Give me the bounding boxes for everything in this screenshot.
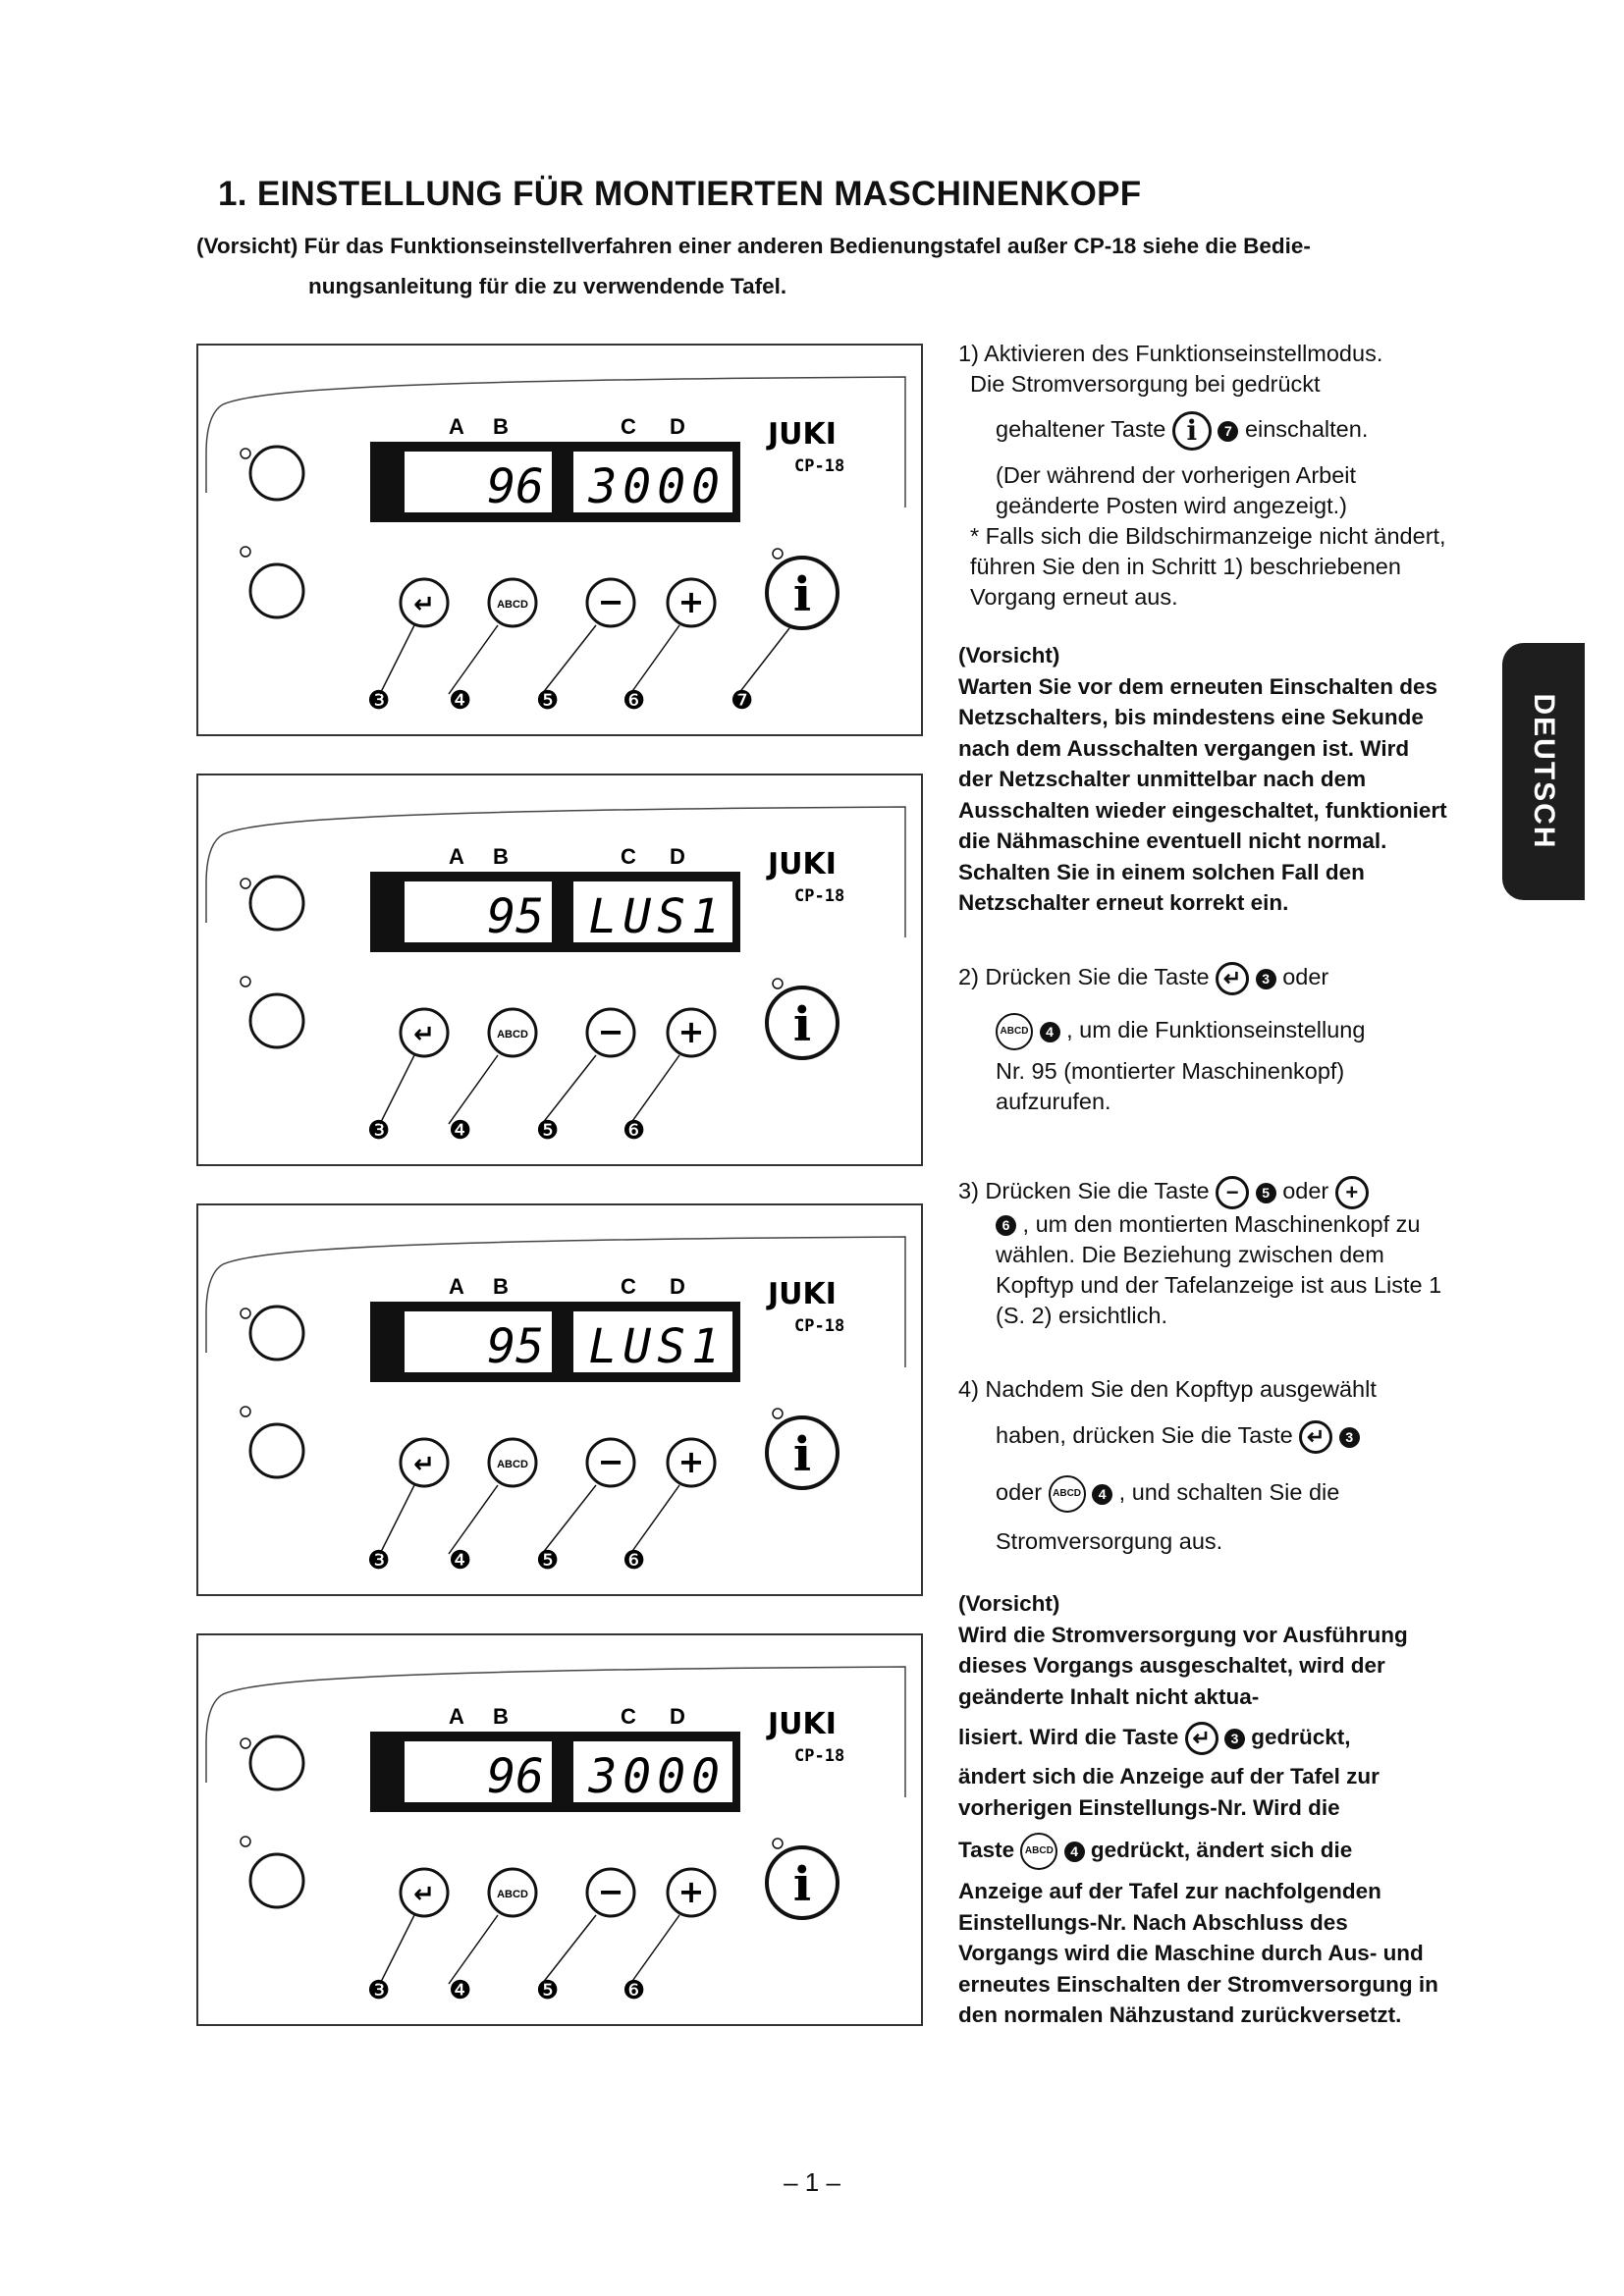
info-icon: i [792,997,812,1052]
callout-4: ❹ [449,686,472,716]
label-a: A [449,1704,464,1729]
minus-icon: − [597,1443,624,1480]
model-label: CP-18 [794,1316,845,1336]
language-tab [1502,643,1585,900]
step1-line4: (Der während der vorherigen Arbeit geänderte Posten wird angezeigt.) [996,462,1357,518]
enter-icon: ↵ [1185,1722,1218,1755]
abcd-icon: ABCD [497,1459,528,1470]
callout-5: ❺ [536,1976,560,2005]
plus-icon: + [677,1013,705,1050]
step4-block [958,1374,1449,1557]
step2-a: 2) Drücken Sie die Taste [958,964,1210,990]
step3-a: 3) Drücken Sie die Taste [958,1178,1210,1204]
callout-5: ❺ [536,686,560,716]
ab-cd-button[interactable] [250,1736,303,1789]
abc-button[interactable] [250,994,303,1047]
info-icon: i [792,1427,812,1482]
info-icon: i [1172,411,1212,451]
label-b: B [493,1704,509,1729]
step4-b: haben, drücken Sie die Taste [996,1422,1293,1449]
caution2-p4a: Taste [958,1838,1015,1862]
callout-4-icon: 4 [1040,1022,1060,1042]
control-panel-4 [196,1633,923,2026]
caution2-p2a: lisiert. Wird die Taste [958,1725,1179,1749]
enter-icon: ↵ [1216,962,1249,995]
callout-4: ❹ [449,1546,472,1575]
minus-icon: − [597,583,624,620]
right-display-value: LUS1 [588,889,726,944]
step4-a: 4) Nachdem Sie den Kopftyp ausgewählt [958,1376,1377,1402]
step3-b: oder [1282,1178,1329,1204]
callout-4-icon: 4 [1092,1484,1112,1505]
callout-3: ❸ [367,1116,391,1146]
ab-cd-button[interactable] [250,447,303,500]
plus-icon: + [677,1443,705,1480]
step2-d: Nr. 95 (montierter Maschinenkopf) aufzurufen. [996,1058,1345,1114]
caution2-p5: Anzeige auf der Tafel zur nachfolgenden Einstellungs-Nr. Nach Abschluss des Vorgangs wird die Maschine durch Aus- und erneutes Einschalten der Stromversorgung in den normalen Nähzustand zurückversetzt. [958,1879,1438,2028]
abcd-icon: ABCD [497,1029,528,1041]
step3-block [958,1176,1449,1331]
callout-3-icon: 3 [1339,1427,1360,1448]
right-display-value: 3000 [588,459,726,514]
enter-icon: ↵ [413,1450,435,1479]
abcd-icon: ABCD [497,599,528,611]
callout-6: ❻ [623,686,646,716]
callout-3-icon: 3 [1224,1729,1245,1749]
step1-line3a: gehaltener Taste [996,416,1166,443]
juki-logo: JUKI [768,417,837,452]
step4-d: , und schalten Sie die [1118,1479,1340,1506]
caution2-p1: Wird die Stromversorgung vor Ausführung dieses Vorgangs ausgeschaltet, wird der geänderte Inhalt nicht aktua- [958,1622,1408,1709]
caution2-block [958,1588,1449,2031]
page-number: – 1 – [784,2167,840,2197]
plus-icon: + [677,583,705,620]
label-d: D [670,844,685,869]
control-panel-2 [196,774,923,1166]
control-panel-3 [196,1203,923,1596]
page-title: 1. EINSTELLUNG FÜR MONTIERTEN MASCHINENKOPF [218,175,1142,213]
enter-icon: ↵ [413,1880,435,1909]
callout-3-icon: 3 [1256,969,1276,989]
left-display-value: 96 [487,1749,544,1804]
label-c: C [621,1274,636,1299]
callout-3: ❸ [367,1546,391,1575]
callout-6: ❻ [623,1976,646,2005]
info-icon: i [792,567,812,622]
control-panel-1 [196,344,923,736]
label-b: B [493,1274,509,1299]
abcd-icon: ABCD [1020,1833,1057,1870]
model-label: CP-18 [794,1746,845,1766]
caution1-block [958,640,1449,919]
step4-e: Stromversorgung aus. [996,1528,1223,1554]
abc-button[interactable] [250,1424,303,1477]
left-display-value: 95 [487,1319,544,1374]
callout-4-icon: 4 [1064,1842,1085,1862]
plus-icon: + [1335,1176,1369,1209]
abcd-icon: ABCD [1049,1475,1086,1513]
callout-6: ❻ [623,1116,646,1146]
step1-line3 [958,411,1449,451]
callout-7-icon: 7 [1218,421,1238,442]
minus-icon: − [597,1013,624,1050]
caution-header [196,226,1463,306]
caution-header-line1: (Vorsicht) Für das Funktionseinstellverfahren einer anderen Bedienungstafel außer CP-18 siehe die Bedie- [196,234,1311,258]
callout-5: ❺ [536,1546,560,1575]
step3-c: , um den montierten Maschinenkopf zu wählen. Die Beziehung zwischen dem Kopftyp und der Tafelanzeige ist aus Liste 1 (S. 2) ersichtlich. [996,1211,1442,1328]
enter-icon: ↵ [413,1020,435,1049]
label-a: A [449,1274,464,1299]
callout-7: ❼ [731,686,754,716]
callout-6: ❻ [623,1546,646,1575]
step1-line2: Die Stromversorgung bei gedrückt [970,371,1321,397]
label-d: D [670,414,685,439]
label-c: C [621,844,636,869]
right-display-value: LUS1 [588,1319,726,1374]
abc-button[interactable] [250,1854,303,1907]
abcd-icon: ABCD [996,1013,1033,1050]
callout-4: ❹ [449,1116,472,1146]
enter-icon: ↵ [1299,1420,1332,1454]
right-display-value: 3000 [588,1749,726,1804]
juki-logo: JUKI [768,1707,837,1741]
step1-note: * Falls sich die Bildschirmanzeige nicht ändert, führen Sie den in Schritt 1) beschriebenen Vorgang erneut aus. [970,523,1446,610]
label-d: D [670,1704,685,1729]
info-icon: i [792,1857,812,1912]
language-tab-label: DEUTSCH [1528,693,1560,850]
ab-cd-button[interactable] [250,877,303,930]
model-label: CP-18 [794,886,845,906]
callout-5: ❺ [536,1116,560,1146]
enter-icon: ↵ [413,590,435,619]
label-c: C [621,414,636,439]
callout-6-icon: 6 [996,1215,1016,1236]
caution-header-line2: nungsanleitung für die zu verwendende Tafel. [308,274,787,298]
juki-logo: JUKI [768,847,837,881]
step1-block [958,339,1449,613]
caution1-head: (Vorsicht) [958,643,1060,667]
callout-5-icon: 5 [1256,1183,1276,1203]
label-b: B [493,844,509,869]
step2-block [958,962,1449,1117]
callout-3: ❸ [367,1976,391,2005]
label-b: B [493,414,509,439]
label-d: D [670,1274,685,1299]
abcd-icon: ABCD [497,1889,528,1900]
step1-line3b: einschalten. [1244,416,1369,443]
left-display-value: 96 [487,459,544,514]
label-c: C [621,1704,636,1729]
caution2-head: (Vorsicht) [958,1591,1060,1616]
abc-button[interactable] [250,564,303,617]
caution2-p4b: gedrückt, ändert sich die [1090,1838,1353,1862]
step1-line1: 1) Aktivieren des Funktionseinstellmodus. [958,341,1383,366]
step4-c: oder [996,1479,1043,1506]
plus-icon: + [677,1873,705,1910]
step2-b: oder [1282,964,1329,990]
callout-4: ❹ [449,1976,472,2005]
left-display-value: 95 [487,889,544,944]
label-a: A [449,844,464,869]
caution2-p3: ändert sich die Anzeige auf der Tafel zur vorherigen Einstellungs-Nr. Wird die [958,1764,1380,1820]
juki-logo: JUKI [768,1277,837,1311]
minus-icon: − [597,1873,624,1910]
minus-icon: − [1216,1176,1249,1209]
caution2-p2b: gedrückt, [1251,1725,1351,1749]
label-a: A [449,414,464,439]
callout-3: ❸ [367,686,391,716]
caution1-body: Warten Sie vor dem erneuten Einschalten des Netzschalters, bis mindestens eine Sekunde nach dem Ausschalten vergangen ist. Wird der Netzschalter unmittelbar nach dem Ausschalten wieder eingeschaltet, funktioniert die Nähmaschine eventuell nicht normal. Schalten Sie in einem solchen Fall den Netzschalter erneut korrekt ein. [958,673,1447,915]
model-label: CP-18 [794,456,845,476]
step2-c: , um die Funktionseinstellung [1066,1017,1366,1043]
ab-cd-button[interactable] [250,1307,303,1360]
